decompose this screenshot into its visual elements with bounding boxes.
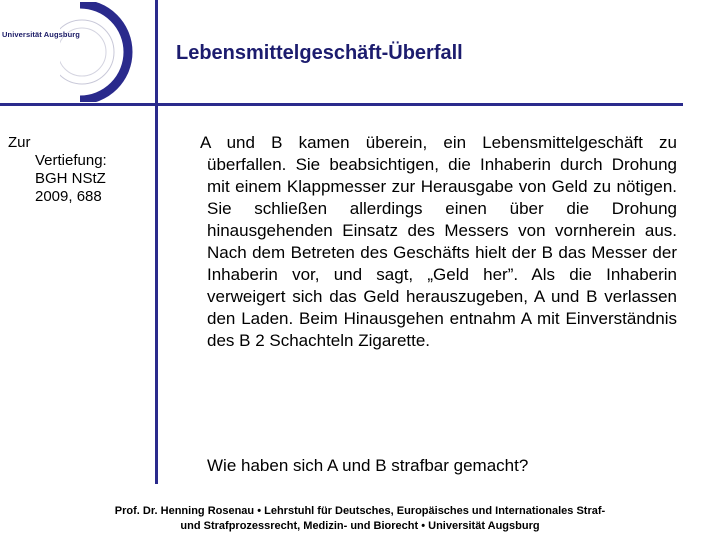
seal-icon [60,2,142,102]
logo-text: Universität Augsburg [2,30,80,39]
vertical-divider [155,0,158,484]
side-note-line: Zur [8,134,31,151]
side-note-line: 2009, 688 [35,188,102,205]
slide-title: Lebensmittelgeschäft-Überfall [176,42,463,64]
footer-line-2: und Strafprozessrecht, Medizin- und Biorecht • Universität Augsburg [180,520,540,532]
footer [40,504,680,534]
university-logo [0,0,155,104]
horizontal-divider [0,103,683,106]
footer-line-1: Prof. Dr. Henning Rosenau • Lehrstuhl für Deutsches, Europäisches und Internationales Straf- [114,505,606,517]
question-text: Wie haben sich A und B strafbar gemacht? [207,456,529,475]
side-note [8,134,148,206]
side-note-line: BGH NStZ [35,170,106,187]
side-note-line: Vertiefung: [35,152,107,169]
case-text: A und B kamen überein, ein Lebensmittelgeschäft zu überfallen. Sie beabsichtigen, die Inhaberin durch Drohung mit einem Klappmesser zur Herausgabe von Geld zu nötigen. Sie schließen allerdings einen über die Drohung hinausgehenden Einsatz des Messers von vornherein aus. Nach dem Betreten des Geschäfts hielt der B das Messer der Inhaberin vor, und sagt, „Geld her”. Als die Inhaberin verweigert sich das Geld herauszugeben, A und B verlassen den Laden. Beim Hinausgehen entnahm A mit Einverständnis des B 2 Schachteln Zigarette. [200,133,677,350]
